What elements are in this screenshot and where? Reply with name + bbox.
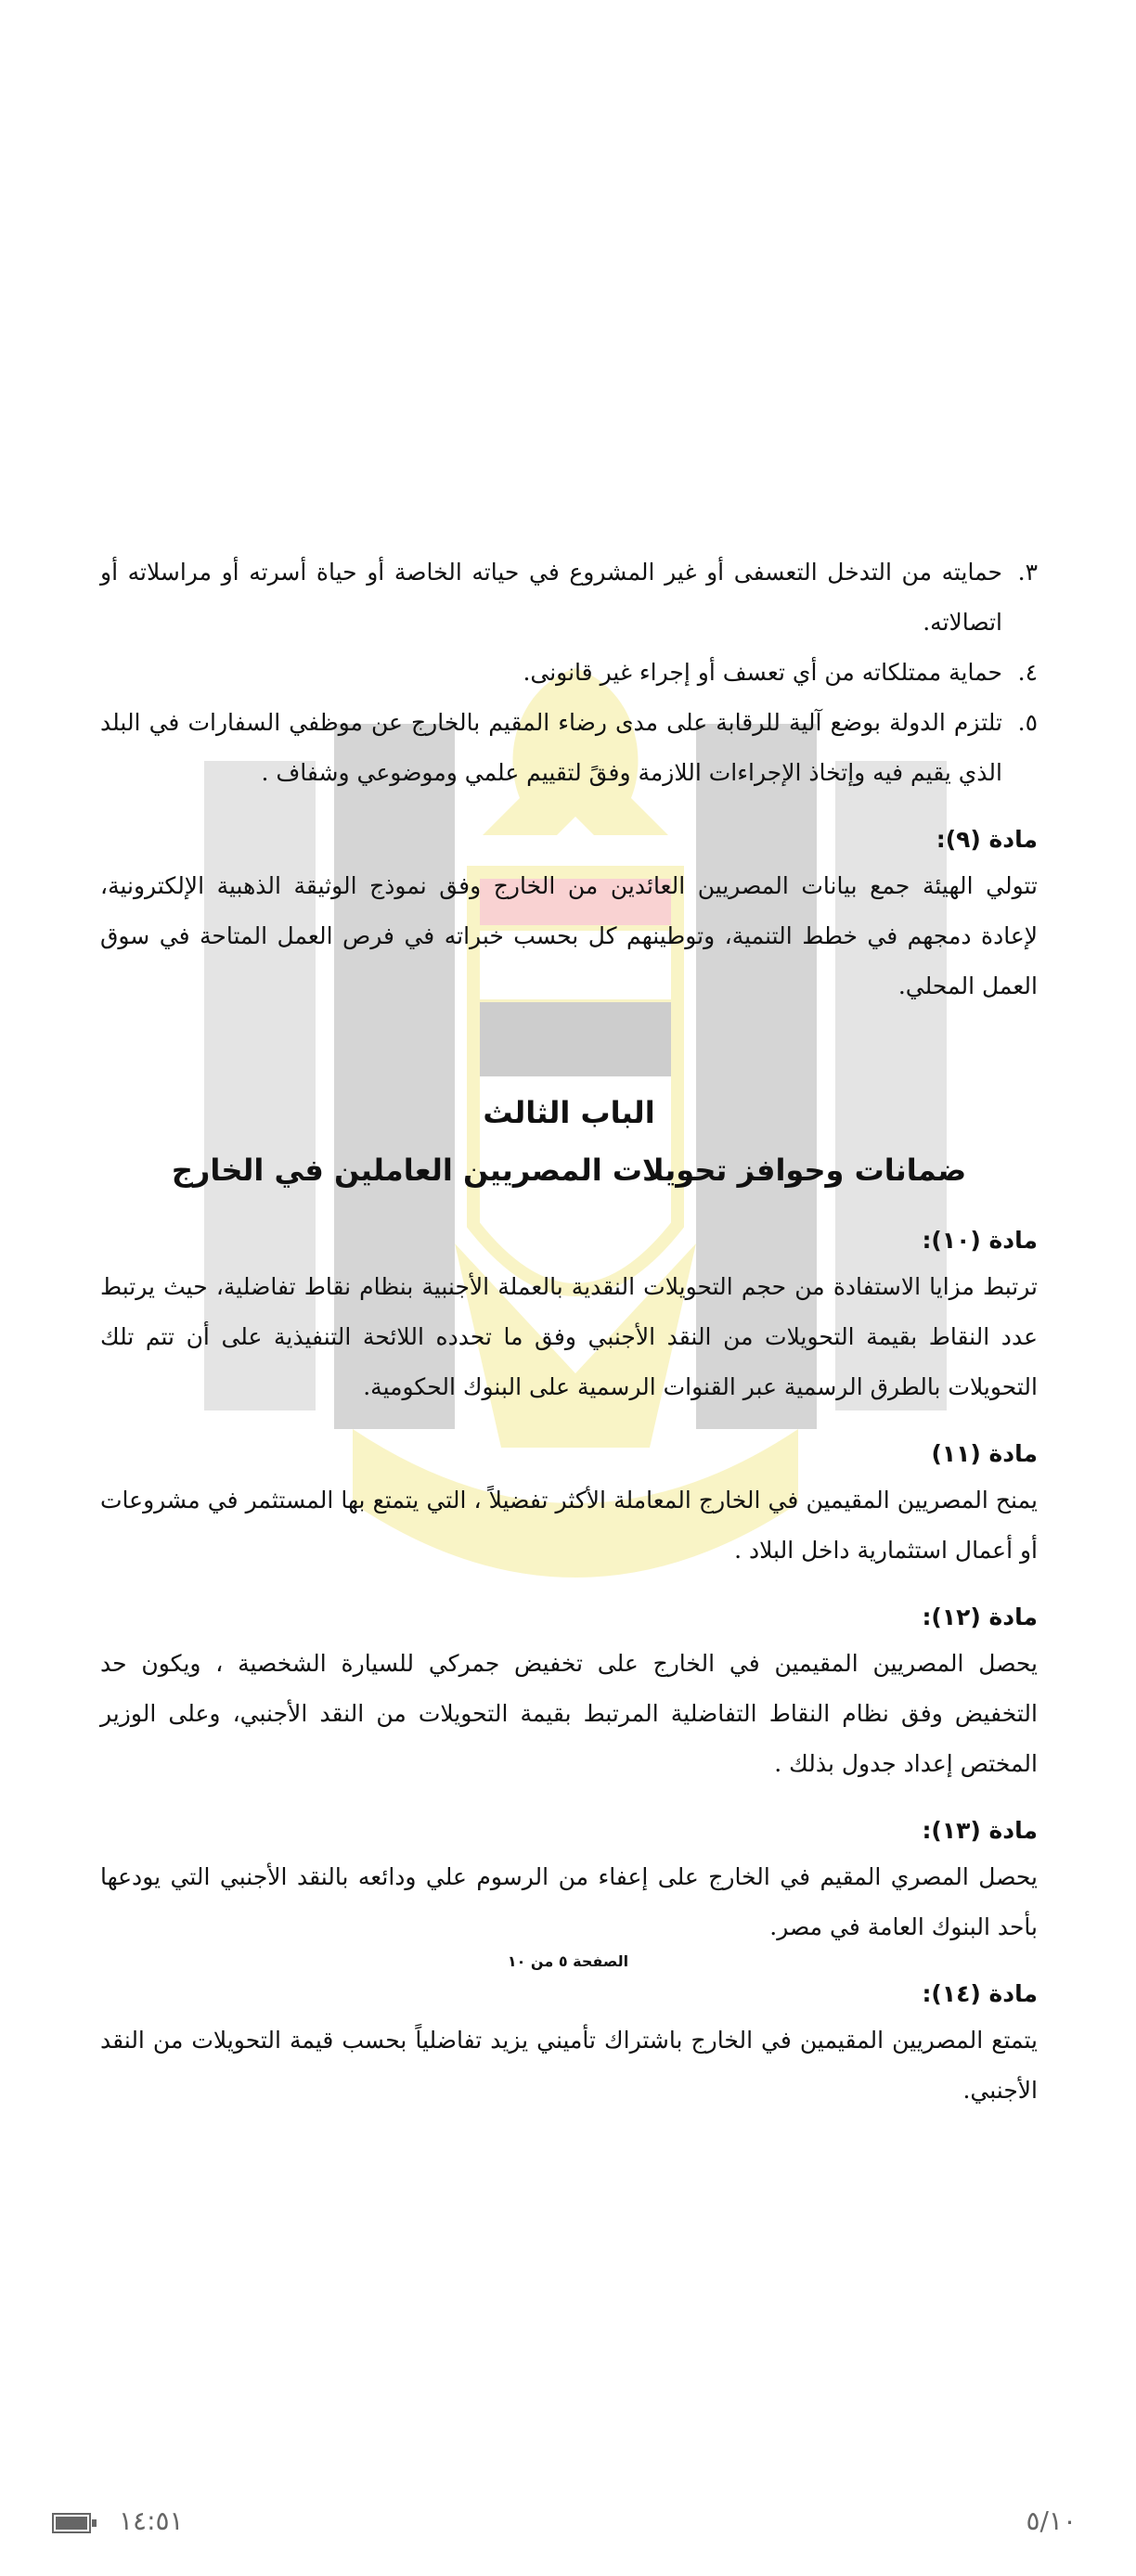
article-11-text: يمنح المصريين المقيمين في الخارج المعاملة الأكثر تفضيلاً ، التي يتمتع بها المستثمر في مشروعات أو أعمال استثمارية داخل البلاد .: [100, 1487, 1038, 1564]
list-text: حماية ممتلكاته من أي تعسف أو إجراء غير قانونى.: [523, 659, 1002, 686]
list-text: تلتزم الدولة بوضع آلية للرقابة على مدى رضاء المقيم بالخارج عن موظفي السفارات في البلد الذي يقيم فيه وإتخاذ الإجراءات اللازمة وفقً لتقييم علمي وموضوعي وشفاف .: [100, 709, 1002, 786]
article-12-text: يحصل المصريين المقيمين في الخارج على تخفيض جمركي للسيارة الشخصية ، ويكون حد التخفيض وفق نظام النقاط التفاضلية المرتبط بقيمة التحويلات من النقد الأجنبي، وعلى الوزير المختص إعداد جدول بذلك .: [100, 1650, 1038, 1777]
article-14-title: مادة (١٤):: [922, 1980, 1038, 2007]
article-14-text: يتمتع المصريين المقيمين في الخارج باشتراك تأميني يزيد تفاضلياً بحسب قيمة التحويلات من النقد الأجنبي.: [100, 2027, 1038, 2104]
chapter-title: الباب الثالث: [483, 1095, 655, 1130]
article-11-title: مادة (١١): [931, 1440, 1038, 1467]
document-body: [100, 547, 1038, 2116]
clock: ١٤:٥١: [119, 2505, 184, 2536]
status-bar: [0, 2496, 1136, 2552]
list-text: حمايته من التدخل التعسفى أو غير المشروع في حياته الخاصة أو حياة أسرته أو مراسلاته أو اتصالاته.: [100, 559, 1002, 636]
list-item: [100, 547, 1038, 648]
list-item: [100, 648, 1038, 698]
article-9-title: مادة (٩):: [936, 826, 1038, 853]
list-item: [100, 698, 1038, 798]
page-footer: الصفحة ٥ من ١٠: [507, 1952, 629, 1970]
article-10-text: ترتبط مزايا الاستفادة من حجم التحويلات النقدية بالعملة الأجنبية بنظام نقاط تفاضلية، حيث يرتبط عدد النقاط بقيمة التحويلات من النقد الأجنبي وفق ما تحدده اللائحة التنفيذية على أن تتم تلك التحويلات بالطرق الرسمية عبر القنوات الرسمية على البنوك الحكومية.: [100, 1273, 1038, 1400]
article-10-title: مادة (١٠):: [922, 1227, 1038, 1254]
page-indicator: ٥/١٠: [1026, 2505, 1077, 2536]
article-13-text: يحصل المصري المقيم في الخارج على إعفاء من الرسوم علي ودائعه بالنقد الأجنبي التي يودعها بأحد البنوك العامة في مصر.: [100, 1863, 1038, 1940]
list-number: ٣.: [1017, 559, 1038, 586]
list-number: ٥.: [1017, 709, 1038, 736]
article-12-title: مادة (١٢):: [922, 1604, 1038, 1630]
article-9-text: تتولي الهيئة جمع بيانات المصريين العائدين من الخارج وفق نموذج الوثيقة الذهبية الإلكترونية، لإعادة دمجهم في خطط التنمية، وتوطينهم كل بحسب خبراته في فرص العمل المتاحة في سوق العمل المحلي.: [100, 872, 1038, 999]
list-number: ٤.: [1017, 659, 1038, 686]
chapter-subtitle: ضمانات وحوافز تحويلات المصريين العاملين في الخارج: [171, 1153, 967, 1188]
battery-icon: [52, 2513, 91, 2533]
article-13-title: مادة (١٣):: [922, 1817, 1038, 1844]
